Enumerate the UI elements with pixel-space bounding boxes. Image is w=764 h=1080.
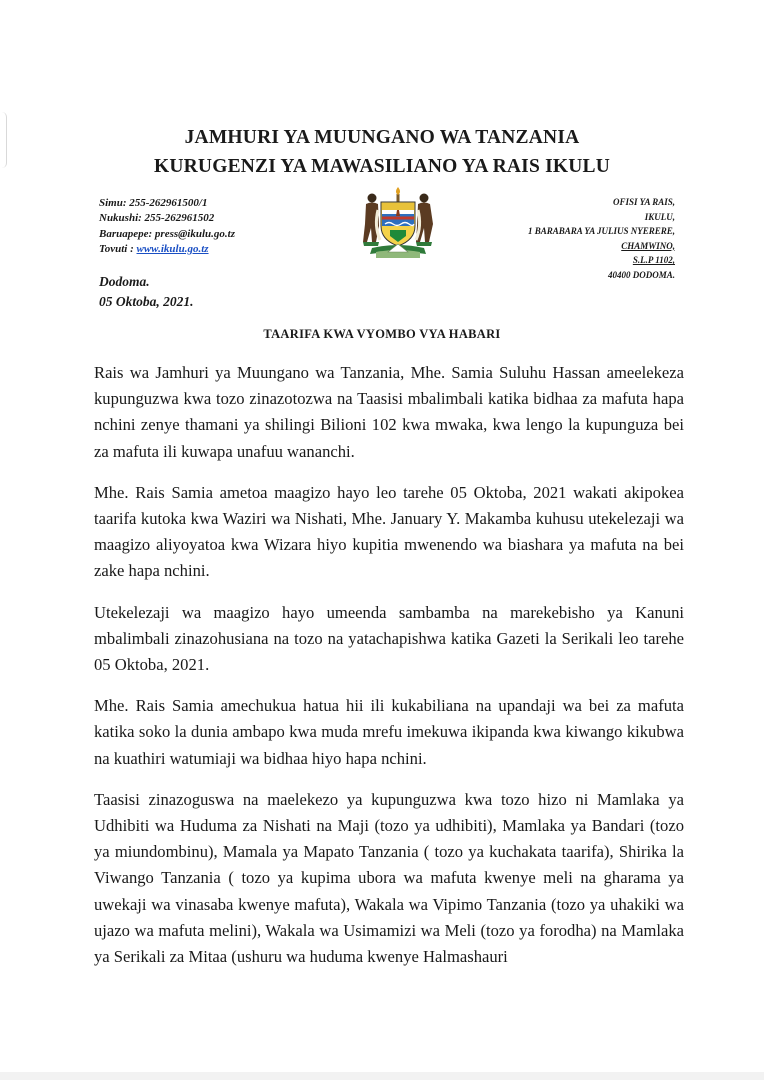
address-line-city: 40400 DODOMA. xyxy=(607,269,675,280)
address-line-office: OFISI YA RAIS, xyxy=(613,197,675,207)
website-link[interactable]: www.ikulu.go.tz xyxy=(136,242,209,255)
directorate-heading: KURUGENZI YA MAWASILIANO YA RAIS IKULU xyxy=(153,156,611,177)
place: Dodoma. xyxy=(99,274,150,289)
tanzania-coat-of-arms-icon xyxy=(352,186,444,260)
press-release-body xyxy=(94,360,684,985)
date: 05 Oktoba, 2021. xyxy=(99,294,194,309)
address-line-street: 1 BARABARA YA JULIUS NYERERE, xyxy=(528,226,675,236)
address-line-chamwino: CHAMWINO, xyxy=(621,240,675,251)
republic-heading: JAMHURI YA MUUNGANO WA TANZANIA xyxy=(184,127,580,148)
website-line xyxy=(99,242,235,257)
email-line[interactable]: Baruapepe: press@ikulu.go.tz xyxy=(99,227,235,240)
website-label: Tovuti : xyxy=(99,242,137,255)
paragraph: Taasisi zinazoguswa na maelekezo ya kupunguzwa kwa tozo hizo ni Mamlaka ya Udhibiti wa Huduma za Nishati na Maji (tozo ya udhibiti), Mamlaka ya Bandari (tozo ya miundombinu), Mamala ya Mapato Tanzania ( tozo ya kuchakata taarifa), Shirika la Viwango Tanzania ( tozo ya kupima ubora wa mafuta kwenye meli na gharama ya uwekaji wa vinasaba kwenye mafuta), Wakala wa Vipimo Tanzania (tozo ya uhakiki wa ujazo wa mafuta melini), Wakala wa Usimamizi wa Meli (tozo ya forodha) na Mamlaka ya Serikali za Mitaa (ushuru wa huduma kwenye Halmashauri xyxy=(94,789,684,967)
address-line-ikulu: IKULU, xyxy=(644,211,675,222)
paragraph: Mhe. Rais Samia amechukua hatua hii ili kukabiliana na upandaji wa bei za mafuta katika soko la dunia ambapo kwa muda mrefu imekuwa ikipanda kwa kiwango kikubwa na kuathiri watumiaji wa bidhaa hiyo hapa nchini. xyxy=(94,696,684,768)
page-bottom-band xyxy=(0,1072,764,1080)
paragraph: Mhe. Rais Samia ametoa maagizo hayo leo tarehe 05 Oktoba, 2021 wakati akipokea taarifa kutoka kwa Waziri wa Nishati, Mhe. January Y. Makamba kuhusu utekelezaji wa maagizo aliyoyatoa kwa Wizara hiyo kupitia mwenendo wa biashara ya mafuta na bei zake hapa nchini. xyxy=(94,482,684,581)
address-line-box: S.L.P 1102, xyxy=(632,255,675,265)
phone-line: Simu: 255-262961500/1 xyxy=(99,197,208,209)
contact-block xyxy=(99,196,235,257)
fax-line: Nukushi: 255-262961502 xyxy=(99,212,215,225)
press-release-title: TAARIFA KWA VYOMBO VYA HABARI xyxy=(263,327,501,341)
place-date-block xyxy=(99,272,194,312)
paragraph: Rais wa Jamhuri ya Muungano wa Tanzania, Mhe. Samia Suluhu Hassan ameelekeza kupunguzwa kwa tozo zinazotozwa na Taasisi mbalimbali katika bidhaa za mafuta hapa nchini zenye thamani ya shilingi Bilioni 102 kwa mwaka, kwa lengo la kupunguza bei za mafuta ili kuwapa unafuu wananchi. xyxy=(94,363,684,461)
paragraph: Utekelezaji wa maagizo hayo umeenda sambamba na marekebisho ya Kanuni mbalimbali zinazohusiana na tozo na yatachapishwa katika Gazeti la Serikali leo tarehe 05 Oktoba, 2021. xyxy=(94,602,684,675)
address-block xyxy=(528,195,675,282)
